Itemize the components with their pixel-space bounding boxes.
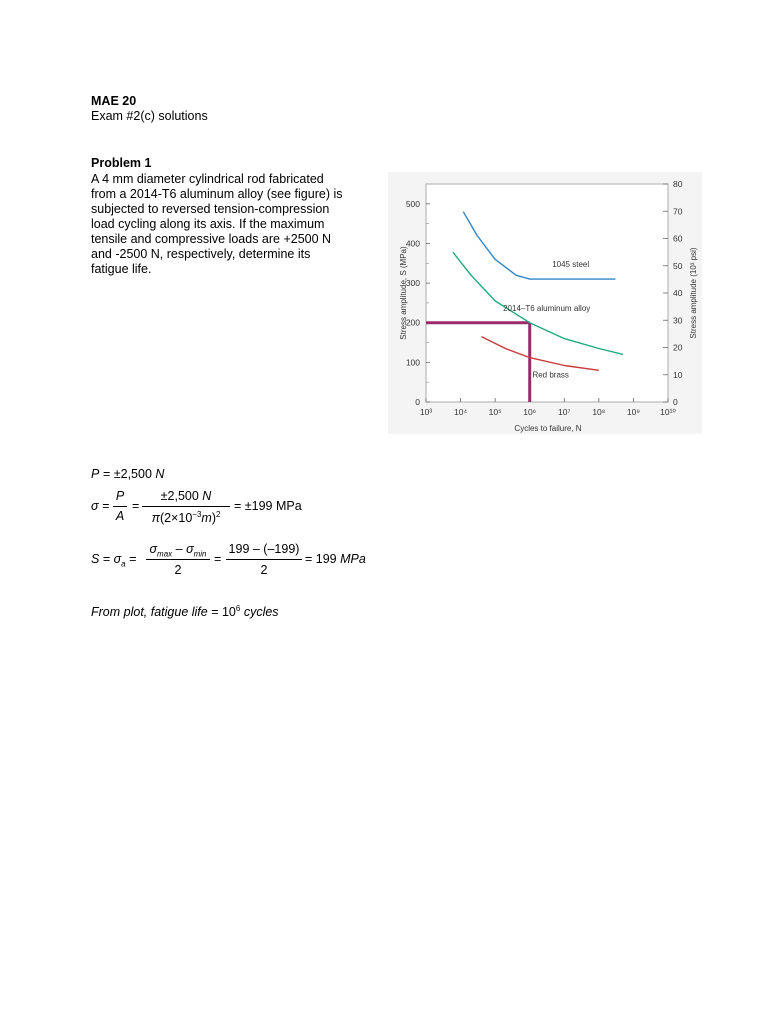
p-value: = ±2,500 N bbox=[103, 467, 165, 481]
fraction-bar bbox=[226, 559, 302, 560]
fraction-bar bbox=[113, 506, 127, 507]
s-denominator-2: 2 bbox=[260, 563, 268, 577]
y-tick-label: 500 bbox=[405, 198, 420, 209]
problem-line: from a 2014-T6 aluminum alloy (see figure) is bbox=[91, 187, 343, 201]
y2-tick-label: 40 bbox=[673, 288, 683, 298]
y2-tick-label: 10 bbox=[673, 369, 683, 380]
x-tick-label: 10⁹ bbox=[626, 407, 640, 417]
y2-tick-label: 70 bbox=[673, 206, 683, 217]
equals-sign: = bbox=[214, 552, 222, 566]
s-denominator: 2 bbox=[174, 563, 182, 577]
problem-text bbox=[91, 172, 343, 277]
y2-tick-label: 80 bbox=[673, 179, 683, 189]
conclusion: From plot, fatigue life = $10^6$ cycles bbox=[91, 604, 279, 620]
y2-tick-label: 20 bbox=[673, 342, 683, 353]
s-symbol: $S = \sigma_a$ = bbox=[91, 552, 137, 569]
y2-axis-label: Stress amplitude (10³ psi) bbox=[689, 247, 698, 339]
y2-tick-label: 0 bbox=[673, 397, 678, 407]
fraction-a: A bbox=[115, 509, 125, 523]
x-tick-label: 10⁸ bbox=[592, 407, 606, 417]
y-tick-label: 300 bbox=[405, 278, 420, 289]
x-tick-label: 10⁶ bbox=[523, 407, 537, 417]
p-symbol: P bbox=[91, 467, 100, 481]
s-numerator: $\sigma_{max} - \sigma_{min}$ bbox=[149, 542, 207, 559]
problem-line: A 4 mm diameter cylindrical rod fabricated bbox=[91, 172, 324, 186]
s-result: = 199 MPa bbox=[305, 552, 366, 566]
y2-tick-label: 30 bbox=[673, 315, 683, 326]
sigma-result: = ±199 MPa bbox=[234, 499, 302, 513]
problem-line: tensile and compressive loads are +2500 N bbox=[91, 232, 332, 246]
sigma-denominator: $\pi(2\times 10^{-3}m)^2$ bbox=[151, 510, 221, 526]
x-tick-label: 10³ bbox=[419, 407, 433, 417]
problem-line: and -2500 N, respectively, determine its bbox=[91, 247, 311, 261]
fraction-bar bbox=[146, 559, 210, 560]
y-tick-label: 100 bbox=[405, 357, 420, 368]
equals-sign: = bbox=[132, 499, 140, 513]
x-axis-label: Cycles to failure, N bbox=[514, 424, 582, 433]
problem-line: subjected to reversed tension-compression bbox=[91, 202, 330, 216]
fraction-bar bbox=[142, 506, 230, 507]
problem-line: load cycling along its axis. If the maximum bbox=[91, 217, 325, 231]
y-tick-label: 0 bbox=[415, 397, 420, 407]
series-label: Red brass bbox=[532, 370, 569, 380]
x-tick-label: 10⁷ bbox=[558, 407, 571, 417]
x-tick-label: 10⁴ bbox=[454, 407, 468, 417]
y-axis-label: Stress amplitude, S (MPa) bbox=[399, 246, 408, 340]
plot-area bbox=[426, 184, 668, 402]
s-numerator-2: 199 – (–199) bbox=[228, 542, 300, 556]
sigma-numerator: ±2,500 N bbox=[160, 489, 212, 503]
problem-line: fatigue life. bbox=[91, 262, 152, 276]
y-tick-label: 400 bbox=[405, 238, 420, 249]
series-label: 1045 steel bbox=[552, 260, 590, 270]
course-title: MAE 20 bbox=[91, 94, 137, 108]
series-label: 2014–T6 aluminum alloy bbox=[503, 303, 591, 313]
exam-subtitle: Exam #2(c) solutions bbox=[91, 109, 208, 123]
x-tick-label: 10¹⁰ bbox=[660, 407, 676, 417]
x-tick-label: 10⁵ bbox=[488, 407, 502, 417]
sigma-symbol: σ = bbox=[91, 499, 110, 513]
problem-title: Problem 1 bbox=[91, 156, 152, 170]
sn-fatigue-chart bbox=[388, 172, 702, 434]
y-tick-label: 200 bbox=[405, 317, 420, 328]
y2-tick-label: 50 bbox=[673, 260, 683, 271]
fraction-p-over-a: P bbox=[115, 489, 125, 503]
y2-tick-label: 60 bbox=[673, 233, 683, 244]
